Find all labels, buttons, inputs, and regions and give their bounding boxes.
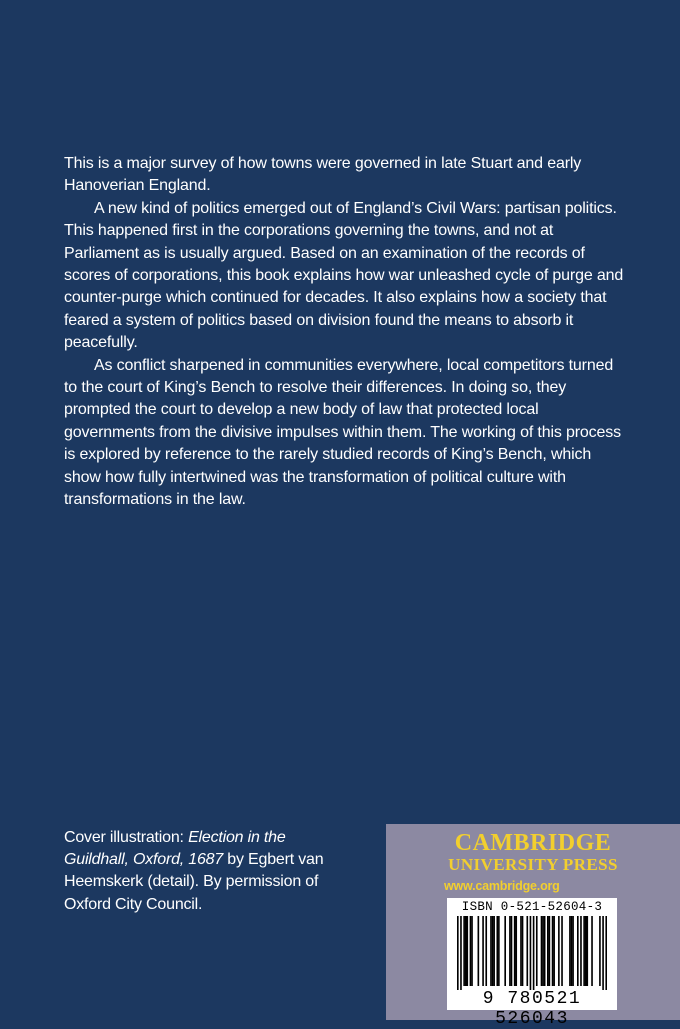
publisher-name-line2: UNIVERSITY PRESS (448, 855, 618, 874)
barcode-bar (591, 916, 593, 986)
barcode-bar (526, 916, 528, 986)
barcode-bar (460, 916, 462, 990)
barcode-icon (457, 916, 607, 990)
barcode-bar (463, 916, 465, 986)
barcode-bar (465, 916, 467, 986)
barcode-bar (585, 916, 587, 986)
barcode-bar (602, 916, 604, 990)
barcode-bar (504, 916, 506, 986)
barcode-bar (471, 916, 473, 986)
cover-illustration-credit (64, 827, 324, 916)
barcode-bar (470, 916, 472, 986)
publisher-panel (386, 824, 680, 1029)
barcode-box (447, 898, 617, 1029)
barcode-bar (511, 916, 513, 986)
publisher-url: www.cambridge.org (444, 879, 560, 893)
barcode-bar (492, 916, 494, 986)
barcode-bar (571, 916, 573, 986)
barcode-bar (583, 916, 585, 986)
barcode-bar (536, 916, 538, 986)
credit-prefix: Cover illustration: (64, 829, 189, 846)
barcode-bar (605, 916, 607, 990)
blurb-paragraph-1: This is a major survey of how towns were governed in late Stuart and early Hanoverian England. (64, 155, 582, 195)
barcode-bar (478, 916, 480, 986)
barcode-bar (569, 916, 571, 986)
barcode-bar (544, 916, 546, 986)
credit-artwork-title: Election in the Guildhall, Oxford, 1687 (64, 829, 286, 869)
blurb-paragraph-3: As conflict sharpened in communities everywhere, local competitors turned to the court of King’s Bench to resolve their differences. In doing so, they prompted the court to develop a new body of law that protected local governments from the divisive impulses within them. The working of this process is explored by reference to the rarely studied records of King’s Bench, which show how fully intertwined was the transformation of political culture with transformations in the law. (64, 356, 621, 509)
ean-digits: 9 780521 526043 (482, 989, 582, 1029)
isbn-label: ISBN 0-521-52604-3 (461, 900, 603, 914)
barcode-bar (457, 916, 459, 990)
barcode-bar (599, 916, 601, 986)
barcode-bar (533, 916, 535, 990)
barcode-bar (498, 916, 500, 986)
barcode-bar (541, 916, 543, 986)
barcode-bar (485, 916, 487, 986)
barcode-bar (530, 916, 532, 990)
barcode-bar (547, 916, 549, 986)
barcode-bar (490, 916, 492, 986)
barcode-bar (509, 916, 511, 986)
barcode-bar (558, 916, 560, 986)
barcode-bar (561, 916, 563, 986)
barcode-bar (515, 916, 517, 986)
barcode-bar (577, 916, 579, 986)
barcode-bar (580, 916, 582, 986)
barcode-bar (482, 916, 484, 986)
barcode-bar (549, 916, 551, 986)
barcode-bar (542, 916, 544, 986)
barcode-bar (514, 916, 516, 986)
blurb-paragraph-2: A new kind of politics emerged out of England’s Civil Wars: partisan politics. This happened first in the corporations governing the towns, and not at Parliament as is usually argued. Based on an examination of the records of scores of corporations, this book explains how war unleashed cycle of purge and counter-purge which continued for decades. It also explains how a society that feared a system of politics based on division found the means to absorb it peacefully. (64, 199, 624, 352)
barcode-bar (553, 916, 555, 986)
back-cover-blurb (64, 153, 624, 512)
publisher-logo (386, 830, 680, 874)
barcode-bar (520, 916, 522, 986)
barcode-bar (586, 916, 588, 986)
barcode-bar (572, 916, 574, 986)
barcode-bar (552, 916, 554, 986)
barcode-bar (522, 916, 524, 986)
publisher-name-line1: CAMBRIDGE (454, 830, 612, 856)
barcode-bar (493, 916, 495, 986)
credit-suffix: by Egbert van Heemskerk (detail). By permission of Oxford City Council. (64, 851, 324, 913)
barcode-bar (466, 916, 468, 986)
barcode-bar (496, 916, 498, 986)
